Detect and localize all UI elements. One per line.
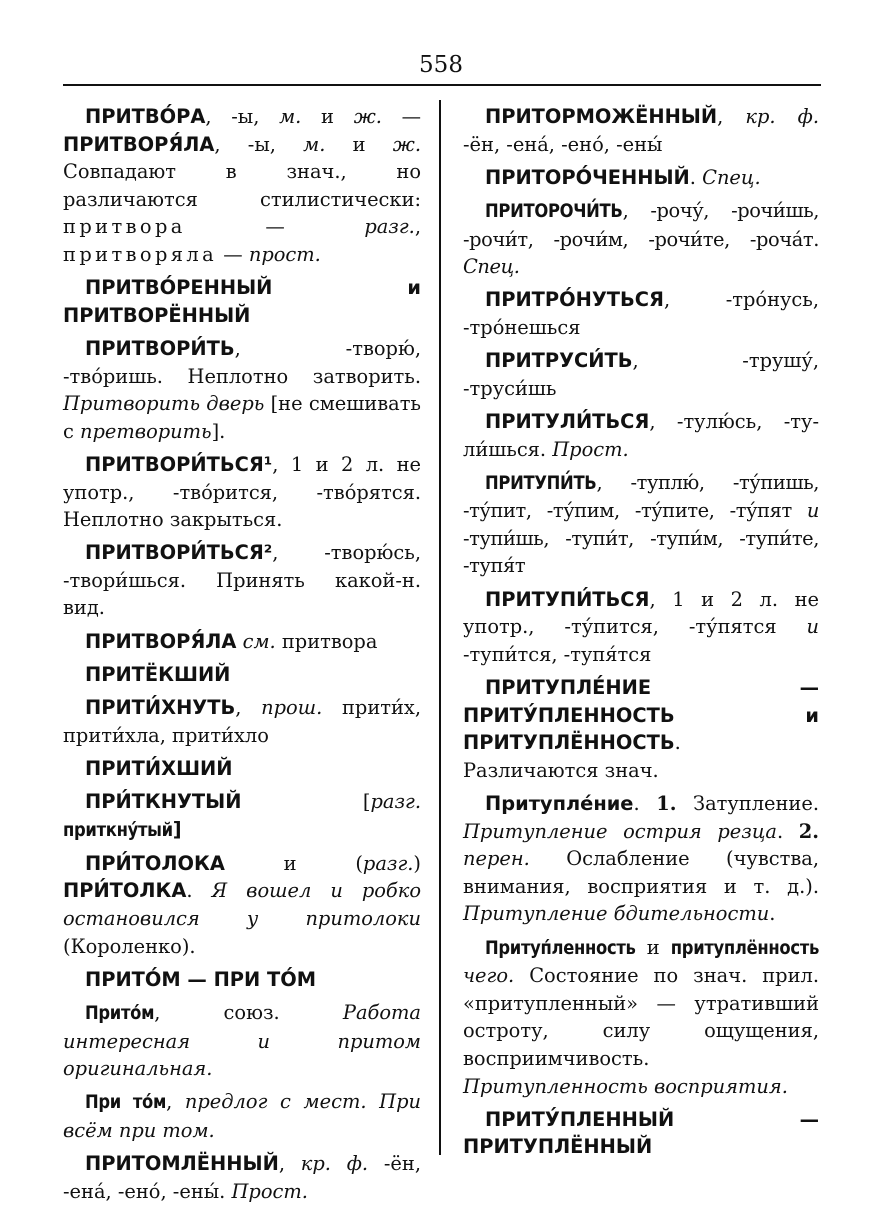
entry-pritormozhenny: [463, 103, 819, 158]
text: , союз.: [154, 1000, 343, 1024]
headword: притуплённость: [670, 937, 819, 959]
headword: ПРИТВОРИ́ТЬСЯ¹: [85, 452, 273, 476]
entry-pritknuty: [63, 788, 421, 844]
text: ,: [414, 215, 421, 239]
entry-pritupleniye-heading: [463, 674, 819, 784]
headword: ПРИТУЛИ́ТЬСЯ: [485, 409, 650, 433]
text: , -тулю́сь, -тули́шься.: [463, 409, 819, 461]
label: кр. ф.: [300, 1152, 369, 1176]
entry-pritulitsya: [463, 408, 819, 463]
example: Притупление острия резца: [463, 819, 777, 843]
label: Прост.: [552, 437, 629, 461]
headword: ПРИТВОРИ́ТЬ: [85, 336, 235, 360]
header-rule: [63, 84, 821, 86]
entry-pritrusit: [463, 347, 819, 402]
text: [не смешивать с: [63, 392, 421, 443]
headword: ПРИТУПИ́ТЬ: [485, 472, 597, 494]
headword: При то́м: [85, 1092, 167, 1114]
example: предлог с мест. При всём при том.: [63, 1090, 421, 1142]
label: ж.: [353, 105, 382, 128]
text: притвора: [275, 629, 378, 653]
example: претворить: [80, 419, 212, 443]
example: Притупленность восприятия.: [463, 1074, 788, 1098]
label: разг.: [370, 790, 421, 813]
text: Совпадают в знач., но различаются стилистически:: [63, 160, 421, 211]
text: , -туплю́, -ту́пишь, -ту́пит, -ту́пим, -ту́пите, -ту́пят: [463, 470, 819, 523]
text: —: [217, 242, 249, 266]
label: Спец.: [463, 255, 520, 279]
text: , -тро́нусь, -тро́нешься: [463, 288, 819, 339]
label: ж.: [392, 132, 421, 156]
entry-pritupit: [463, 469, 819, 580]
entry-pritomlenny: [63, 1150, 421, 1205]
text: [: [241, 790, 371, 813]
right-column: [463, 103, 819, 1167]
label: м.: [303, 132, 326, 156]
entry-pritikhshy: [63, 755, 421, 783]
text: ]: [172, 817, 182, 841]
label: прост.: [248, 242, 321, 266]
entry-pritvoritsya-1: [63, 451, 421, 534]
example: Работа интересная и притом оригинальная.: [63, 1000, 421, 1081]
headword: ПРИТОРО́ЧЕННЫЙ: [485, 165, 690, 189]
headword: ПРИТВО́РА: [85, 105, 206, 128]
label: и: [806, 499, 819, 523]
headword: ПРИТУПЛЕ́НИЕ — ПРИТУ́ПЛЕННОСТЬ: [463, 676, 819, 727]
headword: Притупле́ние: [485, 792, 634, 815]
headword: ПРИТОРОЧИ́ТЬ: [485, 200, 623, 222]
text: Затупление.: [676, 792, 819, 815]
text: ].: [211, 419, 226, 443]
left-column: [63, 103, 421, 1211]
text: и: [635, 935, 671, 959]
text: и: [674, 703, 819, 727]
text: Ослабление (чувства, внимания, восприятия и т. д.).: [463, 847, 819, 898]
label: Спец.: [702, 165, 761, 189]
text: —: [381, 105, 421, 128]
entry-pritupleniye: [463, 790, 819, 928]
sense-number: 2.: [798, 819, 819, 843]
text: -ён, -ена́, -ено́, -ены́: [463, 132, 663, 156]
entry-pritvoryala: [63, 628, 421, 656]
headword: ПРИТРУСИ́ТЬ: [485, 349, 633, 373]
headword: ПРИТВОРЯ́ЛА: [63, 132, 215, 156]
headword: приткну́тый: [63, 819, 173, 841]
headword: ПРИТУПИ́ТЬСЯ: [485, 587, 650, 611]
text: .: [689, 165, 703, 189]
text: , -творю́, -тво́ришь. Неплотно затворить.: [63, 336, 421, 388]
spaced-word: притвора: [63, 215, 186, 239]
sense-number: 1.: [656, 792, 677, 815]
text: ,: [235, 696, 262, 720]
headword: ПРИТВО́РЕННЫЙ: [85, 276, 273, 300]
headword: ПРИТИ́ХШИЙ: [85, 756, 233, 780]
entry-pritvoritsya-2: [63, 539, 421, 622]
text: -ён, -ена́, -ено́, -ены́.: [63, 1152, 421, 1203]
text: , 1 и 2 л. не употр., -тво́рится, -тво́рятся. Неплотно закрыться.: [63, 452, 421, 532]
label: м.: [279, 105, 302, 128]
headword: ПРИТОМЛЁННЫЙ: [85, 1152, 279, 1176]
entry-pritom: [63, 999, 421, 1083]
label: и: [806, 615, 819, 639]
headword: Притуп́ленность: [485, 937, 636, 959]
headword: ПРИТЁКШИЙ: [85, 662, 231, 686]
page-number: 558: [419, 52, 463, 78]
label: Прост.: [231, 1179, 308, 1203]
text: .: [186, 879, 212, 903]
text: . Различаются знач.: [463, 731, 681, 782]
entry-pritikhnut: [63, 694, 421, 749]
text: и: [301, 105, 354, 128]
entry-pritupitsya: [463, 586, 819, 669]
text: , -трушу́, -труси́шь: [463, 349, 819, 400]
text: Состояние по знач. прил. «притупленный» — утративший остроту, силу ощущения, восприимчивость.: [463, 964, 819, 1070]
example: Притворить дверь: [63, 392, 265, 416]
text: .: [633, 792, 657, 815]
entry-pritupLenny: [463, 1106, 819, 1161]
text: ,: [717, 105, 746, 128]
text: (Короленко).: [63, 934, 196, 958]
label: чего.: [463, 964, 515, 988]
headword: ПРИТРО́НУТЬСЯ: [485, 288, 664, 312]
text: ,: [166, 1090, 185, 1114]
entry-pritom-heading: [63, 966, 421, 994]
headword: ПРИ́ТОЛКА: [63, 879, 187, 903]
headword: ПРИТУПЛЁННОСТЬ: [463, 731, 675, 755]
text: -тупи́тся, -тупя́тся: [463, 642, 652, 666]
entry-pritekshy: [63, 661, 421, 689]
label: прош.: [261, 696, 323, 720]
entry-pritorochit: [463, 197, 819, 281]
text: , -рочу́, -рочи́шь, -рочи́т, -рочи́м, -рочи́те, -роча́т.: [463, 198, 819, 251]
headword: ПРИ́ТКНУТЫЙ: [85, 790, 242, 813]
example: Притупление бдительности: [463, 902, 770, 926]
text: , -ы,: [214, 132, 304, 156]
headword: ПРИТИ́ХНУТЬ: [85, 696, 236, 720]
entry-pri-tom: [63, 1088, 421, 1144]
text: .: [769, 902, 776, 926]
text: прити́х, прити́хла, прити́хло: [63, 696, 421, 747]
text: -тупи́шь, -тупи́т, -тупи́м, -тупи́те, -тупя́т: [463, 526, 819, 578]
text: и: [272, 276, 421, 300]
headword: ПРИТУ́ПЛЕННЫЙ — ПРИТУПЛЁННЫЙ: [463, 1107, 819, 1159]
column-divider: [439, 100, 441, 1155]
headword: ПРИТВОРИ́ТЬСЯ²: [85, 541, 273, 565]
text: и (: [224, 851, 363, 875]
entry-pritvorenny: [63, 274, 421, 329]
label: см.: [236, 629, 276, 653]
label: кр. ф.: [745, 105, 819, 128]
text: , -творю́сь, -твори́шься. Принять какой-н. вид.: [63, 541, 421, 620]
headword: ПРИТОРМОЖЁННЫЙ: [485, 105, 718, 128]
headword: ПРИТО́М — ПРИ ТО́М: [85, 967, 316, 991]
text: и: [325, 132, 393, 156]
text: ): [413, 851, 421, 875]
example: Я вошел и робко остановился у притолоки: [63, 879, 422, 930]
text: , 1 и 2 л. не употр., -ту́пится, -ту́пятся: [463, 587, 819, 639]
entry-pritvora: [63, 103, 421, 269]
spaced-word: притворяла: [63, 242, 218, 266]
text: ,: [278, 1152, 301, 1176]
entry-pritupLennost: [463, 934, 819, 1101]
label: перен.: [463, 847, 530, 871]
text: .: [776, 819, 799, 843]
headword: ПРИТВОРЁННЫЙ: [63, 303, 251, 327]
label: разг.: [362, 851, 414, 875]
headword: ПРИТВОРЯ́ЛА: [85, 629, 237, 653]
entry-pritoloka: [63, 850, 421, 960]
headword: ПРИ́ТОЛОКА: [85, 851, 225, 875]
label: разг.: [364, 215, 415, 239]
headword: Прито́м: [85, 1002, 155, 1024]
entry-pritorochenny: [463, 164, 819, 192]
text: —: [185, 215, 365, 239]
text: , -ы,: [205, 105, 280, 128]
entry-pritvorit: [63, 335, 421, 445]
entry-pritronutsya: [463, 286, 819, 341]
